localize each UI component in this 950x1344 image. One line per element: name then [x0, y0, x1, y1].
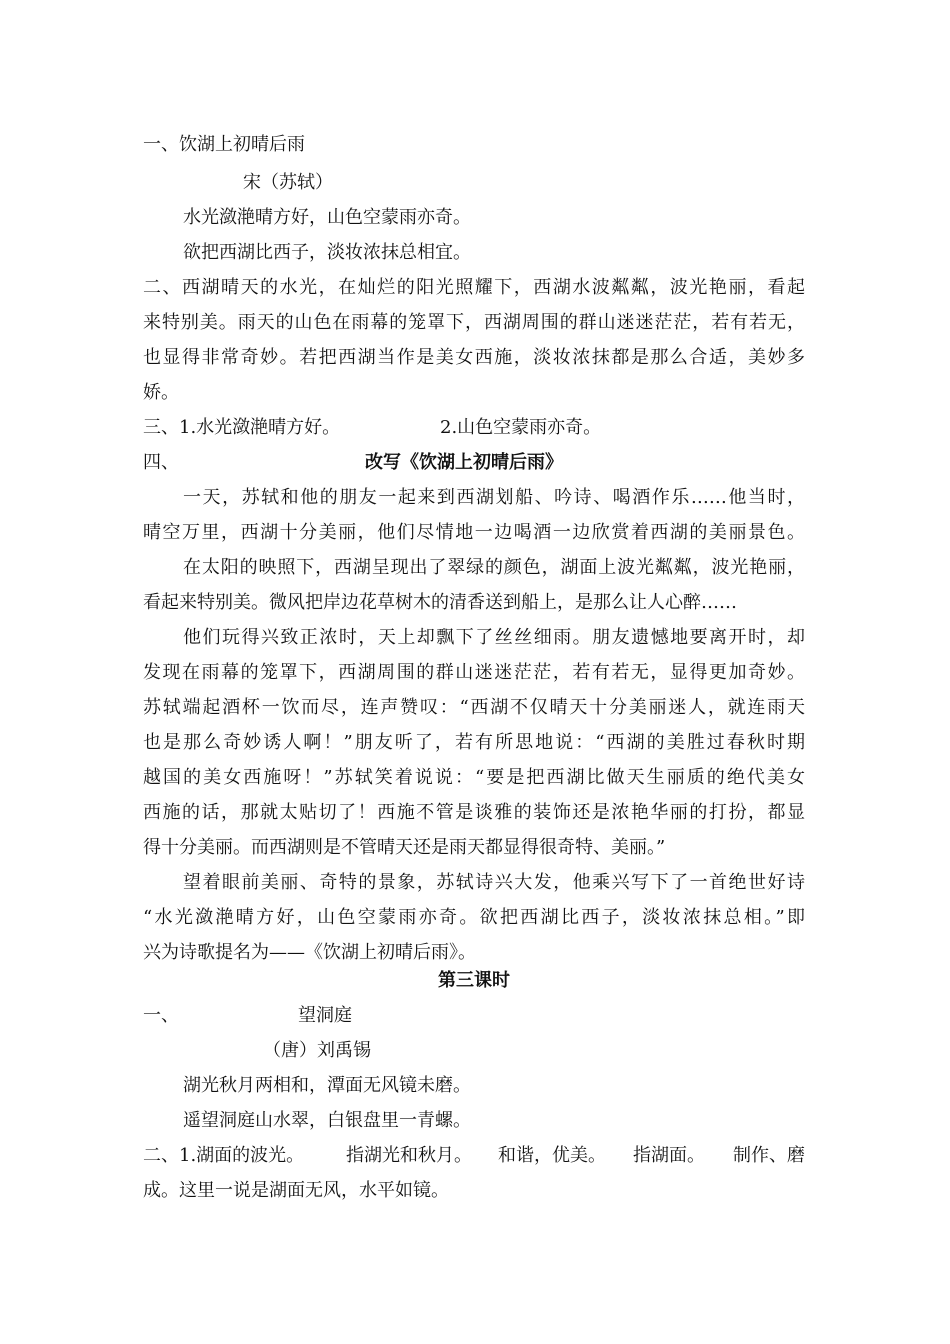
- essay-line-12: 望着眼前美丽、奇特的景象，苏轼诗兴大发，他乘兴写下了一首绝世好诗: [183, 872, 805, 893]
- essay-line-11: 得十分美丽。而西湖则是不管晴天还是雨天都显得很奇特、美丽。”: [143, 837, 666, 858]
- l3-poem-title: 望洞庭: [298, 1005, 352, 1026]
- essay-line-2: 晴空万里，西湖十分美丽，他们尽情地一边喝酒一边欣赏着西湖的美丽景色。: [143, 522, 805, 543]
- l3-q1-label: 一、: [143, 1005, 179, 1026]
- poem-line-2: 欲把西湖比西子，淡妆浓抹总相宜。: [183, 242, 471, 263]
- essay-line-13: “水光潋滟晴方好，山色空蒙雨亦奇。欲把西湖比西子，淡妆浓抹总相。”即: [143, 907, 805, 928]
- q2-line-1: 二、西湖晴天的水光，在灿烂的阳光照耀下，西湖水波粼粼，波光艳丽，看起: [143, 277, 805, 298]
- q2-line-3: 也显得非常奇妙。若把西湖当作是美女西施，淡妆浓抹都是那么合适，美妙多: [143, 347, 805, 368]
- essay-line-9: 越国的美女西施呀！”苏轼笑着说说：“要是把西湖比做天生丽质的绝代美女: [143, 767, 805, 788]
- l3-poem-author: （唐）刘禹锡: [263, 1040, 371, 1061]
- essay-line-8: 也是那么奇妙诱人啊！”朋友听了，若有所思地说：“西湖的美胜过春秋时期: [143, 732, 805, 753]
- essay-line-4: 看起来特别美。微风把岸边花草树木的清香送到船上，是那么让人心醉……: [143, 592, 737, 613]
- essay-line-10: 西施的话，那就太贴切了！西施不管是谈雅的装饰还是浓艳华丽的打扮，都显: [143, 802, 805, 823]
- essay-line-3: 在太阳的映照下，西湖呈现出了翠绿的颜色，湖面上波光粼粼，波光艳丽，: [183, 557, 805, 578]
- q2-line-2: 来特别美。雨天的山色在雨幕的笼罩下，西湖周围的群山迷迷茫茫，若有若无，: [143, 312, 805, 333]
- l3-poem-line-2: 遥望洞庭山水翠，白银盘里一青螺。: [183, 1110, 471, 1131]
- q4-label: 四、: [143, 452, 179, 473]
- q1-title: 一、饮湖上初晴后雨: [143, 134, 305, 155]
- essay-line-1: 一天，苏轼和他的朋友一起来到西湖划船、吟诗、喝酒作乐……他当时，: [183, 487, 805, 508]
- essay-title: 改写《饮湖上初晴后雨》: [365, 452, 563, 473]
- q3-item-2: 2.山色空蒙雨亦奇。: [440, 417, 602, 438]
- l3-q2-item-3: 和谐，优美。: [498, 1145, 606, 1166]
- l3-poem-line-1: 湖光秋月两相和，潭面无风镜未磨。: [183, 1075, 471, 1096]
- poem-line-1: 水光潋滟晴方好，山色空蒙雨亦奇。: [183, 207, 471, 228]
- l3-q2-item-1: 二、1.湖面的波光。: [143, 1145, 305, 1166]
- essay-line-5: 他们玩得兴致正浓时，天上却飘下了丝丝细雨。朋友遗憾地要离开时，却: [183, 627, 805, 648]
- l3-q2-item-2: 指湖光和秋月。: [346, 1145, 472, 1166]
- q2-line-4: 娇。: [143, 382, 179, 403]
- essay-line-7: 苏轼端起酒杯一饮而尽，连声赞叹：“西湖不仅晴天十分美丽迷人，就连雨天: [143, 697, 805, 718]
- poem-author: 宋（苏轼）: [243, 172, 333, 193]
- essay-line-6: 发现在雨幕的笼罩下，西湖周围的群山迷迷茫茫，若有若无，显得更加奇妙。: [143, 662, 805, 683]
- l3-q2-line-2: 成。这里一说是湖面无风，水平如镜。: [143, 1180, 449, 1201]
- lesson-three-heading: 第三课时: [438, 970, 510, 991]
- q3-item-1: 三、1.水光潋滟晴方好。: [143, 417, 341, 438]
- essay-line-14: 兴为诗歌提名为——《饮湖上初晴后雨》。: [143, 942, 476, 963]
- l3-q2-item-5: 制作、磨: [733, 1145, 805, 1166]
- l3-q2-item-4: 指湖面。: [633, 1145, 705, 1166]
